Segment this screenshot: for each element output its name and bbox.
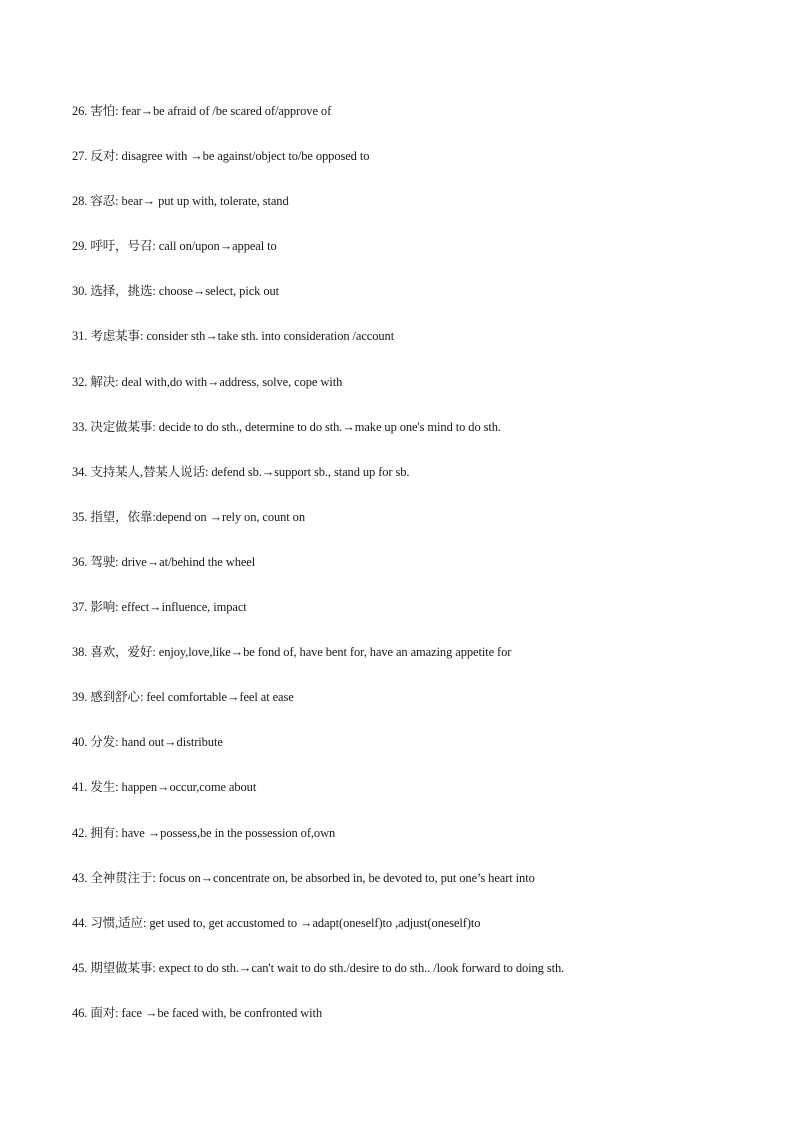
entry-text: 选择，挑选: choose→select, pick out xyxy=(90,284,279,299)
list-item xyxy=(72,237,762,282)
entry-text: 期望做某事: expect to do sth.→can't wait to do sth./desire to do sth.. /look forward to doing sth. xyxy=(90,960,565,975)
list-item xyxy=(72,102,762,147)
entry-number: 26. xyxy=(72,104,88,118)
entry-number: 39. xyxy=(72,690,88,705)
list-item xyxy=(72,418,762,463)
list-item xyxy=(72,147,762,192)
entry-text: 面对: face →be faced with, be confronted with xyxy=(90,1005,323,1020)
entry-number: 37. xyxy=(72,600,88,615)
entry-number: 46. xyxy=(72,1005,88,1020)
entry-text: 分发: hand out→distribute xyxy=(90,735,223,750)
entry-number: 40. xyxy=(72,735,88,750)
list-item xyxy=(72,508,762,553)
list-item xyxy=(72,598,762,643)
entry-text: 决定做某事: decide to do sth., determine to do sth.→make up one's mind to do sth. xyxy=(90,419,501,434)
entry-text: 支持某人,替某人说话: defend sb.→support sb., stand up for sb. xyxy=(90,464,410,479)
list-item xyxy=(72,643,762,688)
list-item xyxy=(72,1004,762,1049)
entry-number: 36. xyxy=(72,554,88,569)
entry-number: 35. xyxy=(72,509,88,524)
list-item xyxy=(72,733,762,778)
entry-number: 38. xyxy=(72,645,88,660)
list-item xyxy=(72,282,762,327)
list-item xyxy=(72,463,762,508)
list-item xyxy=(72,688,762,733)
entry-text: 发生: happen→occur,come about xyxy=(90,780,257,795)
entry-number: 41. xyxy=(72,780,88,795)
entry-number: 45. xyxy=(72,960,88,975)
list-item xyxy=(72,327,762,372)
entry-number: 29. xyxy=(72,239,88,254)
entry-number: 42. xyxy=(72,825,88,840)
entry-number: 28. xyxy=(72,194,88,209)
entry-text: 害怕: fear→be afraid of /be scared of/approve of xyxy=(90,104,332,118)
entry-text: 习惯,适应: get used to, get accustomed to →adapt(oneself)to ,adjust(oneself)to xyxy=(90,915,481,930)
entry-number: 31. xyxy=(72,329,88,344)
entry-text: 感到舒心: feel comfortable→feel at ease xyxy=(90,690,294,705)
entry-text: 全神贯注于: focus on→concentrate on, be absorbed in, be devoted to, put one’s heart into xyxy=(90,870,535,885)
list-item xyxy=(72,824,762,869)
entry-number: 44. xyxy=(72,915,88,930)
entry-text: 驾驶: drive→at/behind the wheel xyxy=(90,554,256,569)
list-item xyxy=(72,959,762,1004)
entry-text: 解决: deal with,do with→address, solve, cope with xyxy=(90,374,343,389)
list-item xyxy=(72,192,762,237)
entry-text: 拥有: have →possess,be in the possession of,own xyxy=(90,825,336,840)
entry-number: 43. xyxy=(72,870,88,885)
list-item xyxy=(72,373,762,418)
list-item xyxy=(72,553,762,598)
entry-number: 33. xyxy=(72,419,88,434)
list-item xyxy=(72,778,762,823)
vocabulary-list xyxy=(72,102,762,1049)
entry-number: 30. xyxy=(72,284,88,299)
list-item xyxy=(72,869,762,914)
entry-number: 32. xyxy=(72,374,88,389)
entry-text: 反对: disagree with →be against/object to/be opposed to xyxy=(90,149,370,164)
entry-text: 影响: effect→influence, impact xyxy=(90,600,247,615)
entry-number: 27. xyxy=(72,149,88,164)
entry-text: 考虑某事: consider sth→take sth. into consideration /account xyxy=(90,329,395,344)
entry-text: 喜欢，爱好: enjoy,love,like→be fond of, have bent for, have an amazing appetite for xyxy=(90,645,512,660)
entry-text: 容忍: bear→ put up with, tolerate, stand xyxy=(90,194,289,209)
entry-text: 指望，依靠:depend on →rely on, count on xyxy=(90,509,305,524)
list-item xyxy=(72,914,762,959)
entry-number: 34. xyxy=(72,464,88,479)
entry-text: 呼吁，号召: call on/upon→appeal to xyxy=(90,239,277,254)
